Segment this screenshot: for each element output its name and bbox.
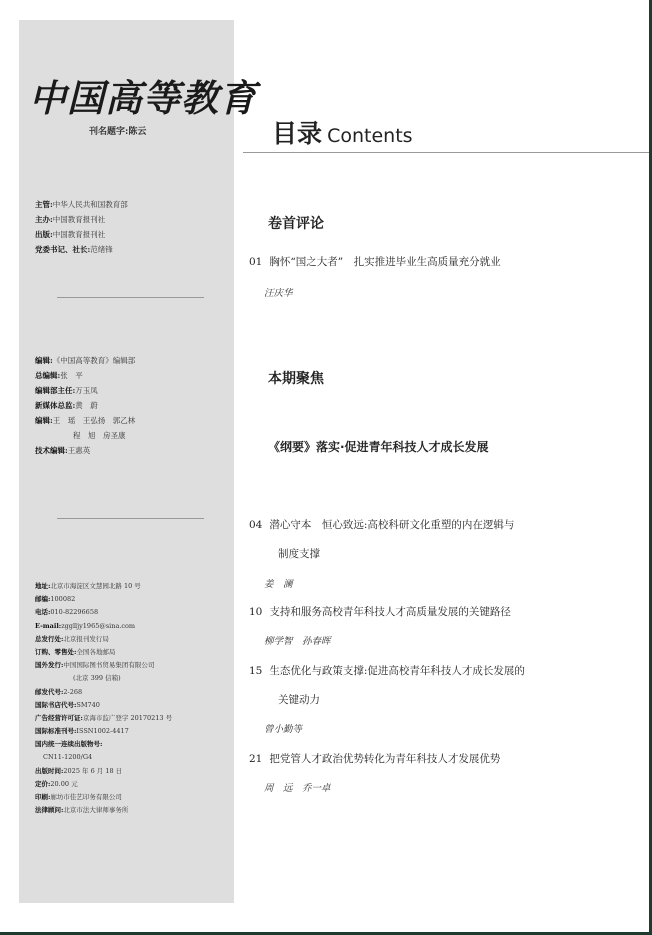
article-author: 汪庆华 bbox=[264, 288, 293, 299]
contact-row: 国外发行:中国国际图书贸易集团有限公司 bbox=[35, 661, 155, 670]
title-calligraphy-credit: 刊名题字:陈云 bbox=[89, 127, 147, 137]
article-author: 柳学智 孙春晖 bbox=[264, 636, 331, 647]
editorial-row: 技术编辑:王惠英 bbox=[35, 446, 91, 455]
toc-entry[interactable] bbox=[249, 663, 525, 678]
article-author: 曾小勤等 bbox=[264, 724, 303, 735]
article-title: 胸怀“国之大者” 扎实推进毕业生高质量充分就业 bbox=[269, 256, 501, 268]
sidebar-divider-1 bbox=[57, 297, 204, 298]
publisher-row-publisher: 出版:中国教育报刊社 bbox=[35, 230, 106, 239]
article-title: 支持和服务高校青年科技人才高质量发展的关键路径 bbox=[269, 606, 511, 618]
contact-row: 印刷:廊坊市佳艺印务有限公司 bbox=[35, 793, 122, 801]
page-number: 01 bbox=[249, 256, 263, 268]
page-number: 15 bbox=[249, 665, 263, 677]
article-title: 把党管人才政治优势转化为青年科技人才发展优势 bbox=[269, 753, 501, 765]
contact-row: 订购、零售处:全国各地邮局 bbox=[35, 647, 116, 656]
contact-row: 国际标准刊号:ISSN1002-4417 bbox=[35, 727, 129, 736]
article-author: 周 远 乔一卓 bbox=[264, 783, 331, 794]
contact-row: 定价:20.00 元 bbox=[35, 779, 78, 788]
contact-row: (北京 399 信箱) bbox=[73, 674, 121, 683]
article-title: 潜心守本 恒心致远:高校科研文化重塑的内在逻辑与 bbox=[269, 519, 515, 531]
page-number: 04 bbox=[249, 519, 263, 531]
contact-row: 国际书店代号:SM740 bbox=[35, 700, 100, 709]
section-focus-title: 本期聚焦 bbox=[268, 371, 324, 387]
article-author: 姜 澜 bbox=[264, 579, 293, 590]
toc-heading bbox=[272, 114, 413, 150]
contact-row: 总发行处:北京报刊发行局 bbox=[35, 634, 109, 643]
sidebar-divider-2 bbox=[57, 518, 204, 519]
page-number: 21 bbox=[249, 753, 263, 765]
editorial-row: 编辑:《中国高等教育》编辑部 bbox=[35, 356, 136, 365]
contact-info bbox=[35, 580, 172, 817]
editorial-row: 程 旭 房圣康 bbox=[73, 431, 126, 440]
contact-row: 电话:010-82296658 bbox=[35, 608, 99, 617]
publisher-info bbox=[35, 197, 128, 257]
journal-logo: 中国高等教育 bbox=[29, 76, 257, 120]
article-title-continued: 关键动力 bbox=[278, 694, 320, 706]
toc-heading-cn: 目录 bbox=[272, 119, 323, 148]
contact-row: 出版时间:2025 年 6 月 18 日 bbox=[35, 766, 123, 775]
toc-entry[interactable] bbox=[249, 254, 501, 269]
contact-row: E-mail:zgglljy1965@sina.com bbox=[35, 621, 136, 630]
toc-heading-en: Contents bbox=[327, 125, 413, 147]
toc-heading-rule bbox=[243, 152, 649, 153]
contact-row: 邮发代号:2-268 bbox=[35, 687, 83, 696]
contact-row: 邮编:100082 bbox=[35, 595, 76, 604]
editorial-row: 编辑:王 瑶 王弘扬 郭乙林 bbox=[35, 416, 136, 425]
contact-row: 地址:北京市海淀区文慧园北路 10 号 bbox=[35, 582, 141, 590]
article-title: 生态优化与政策支撑:促进高校青年科技人才成长发展的 bbox=[269, 665, 525, 677]
contact-row: 广告经营许可证:京海市监广登字 20170213 号 bbox=[35, 713, 173, 722]
editorial-info bbox=[35, 353, 135, 458]
toc-entry[interactable] bbox=[249, 751, 500, 766]
contact-row: 国内统一连续出版物号: bbox=[35, 740, 103, 749]
contact-row: CN11-1200/G4 bbox=[43, 753, 93, 762]
contact-row: 法律顾问:北京市法大律师事务所 bbox=[35, 806, 129, 815]
feature-title: 《纲要》落实·促进青年科技人才成长发展 bbox=[268, 440, 489, 454]
publisher-row-sponsor: 主办:中国教育报刊社 bbox=[35, 215, 106, 224]
editorial-row: 新媒体总监:黄 蔚 bbox=[35, 401, 98, 410]
toc-entry[interactable] bbox=[249, 517, 514, 532]
editorial-row: 总编辑:张 平 bbox=[35, 371, 83, 380]
page-number: 10 bbox=[249, 606, 263, 618]
editorial-row: 编辑部主任:万玉凤 bbox=[35, 386, 98, 395]
toc-entry[interactable] bbox=[249, 604, 511, 619]
publisher-row-president: 党委书记、社长:范绪锋 bbox=[35, 245, 113, 254]
publisher-row-supervisor: 主管:中华人民共和国教育部 bbox=[35, 200, 128, 209]
section-editorial-title: 卷首评论 bbox=[268, 216, 324, 232]
article-title-continued: 制度支撑 bbox=[278, 548, 320, 560]
